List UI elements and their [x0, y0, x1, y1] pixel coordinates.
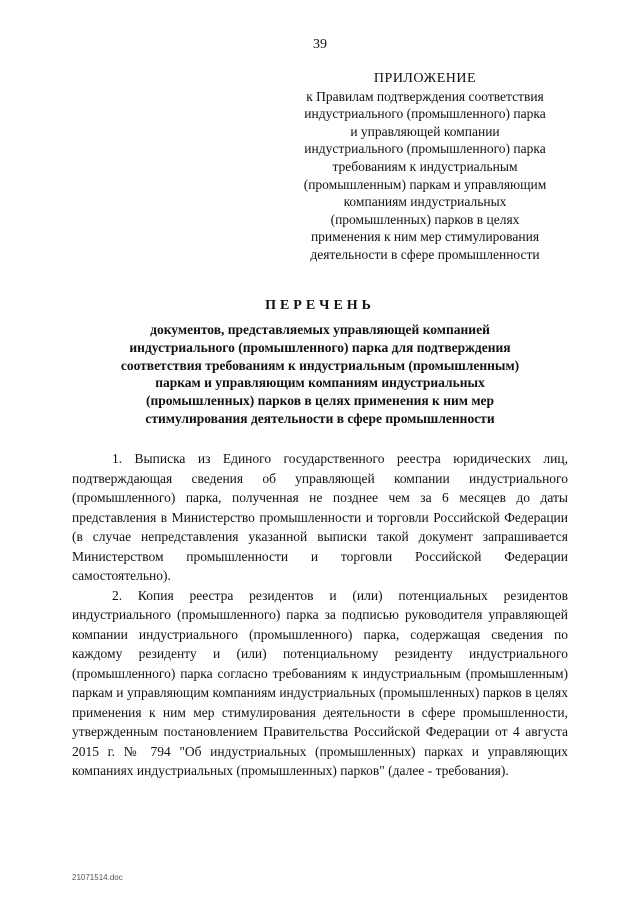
subtitle-line: паркам и управляющим компаниям индустриальных [155, 375, 485, 391]
subtitle-line: документов, представляемых управляющей компанией [150, 322, 490, 337]
file-name-footer: 21071514.doc [72, 873, 123, 882]
subtitle-line: индустриального (промышленного) парка для подтверждения [129, 339, 511, 355]
appendix-line: индустриального (промышленного) парка [304, 141, 546, 157]
appendix-line: деятельности в сфере промышленности [310, 246, 540, 262]
paragraph-item-1: 1. Выписка из Единого государственного реестра юридических лиц, подтверждающая сведения об управляющей компании индустриального (промышленного) парка, полученная не позднее чем за 6 месяцев до даты представления в Министерство промышленности и торговли Российской Федерации (в случае непредставления указанной выписки такой документ запрашивается Министерством промышленности и торговли Российской Федерации самостоятельно). [72, 451, 568, 583]
document-title: ПЕРЕЧЕНЬ [265, 298, 375, 313]
appendix-line: и управляющей компании [350, 123, 500, 139]
subtitle-line: соответствия требованиям к индустриальным (промышленным) [120, 357, 520, 373]
subtitle-line: стимулирования деятельности в сфере промышленности [145, 410, 495, 426]
appendix-line: компаниям индустриальных [343, 194, 507, 210]
page-number: 39 [313, 37, 327, 52]
appendix-heading: ПРИЛОЖЕНИЕ [373, 71, 477, 86]
appendix-block [280, 70, 570, 264]
paragraph-item-2: 2. Копия реестра резидентов и (или) потенциальных резидентов индустриального (промышленного) парка за подписью руководителя управляющей компании индустриального (промышленного) парка, содержащая сведения по каждому резиденту и (или) потенциальному резиденту индустриального (промышленного) парка согласно требованиям к индустриальным (промышленным) паркам и управляющим компаниям индустриальных (промышленных) парков в целях применения к ним мер стимулирования деятельности в сфере промышленности, утвержденным постановлением Правительства Российской Федерации от 4 августа 2015 г. № 794 "Об индустриальных (промышленных) парках и управляющих компаниях индустриальных (промышленных) парков" (далее - требования). [72, 587, 568, 778]
appendix-line: индустриального (промышленного) парка [304, 106, 546, 122]
appendix-line: требованиям к индустриальным [332, 158, 518, 174]
subtitle-line: (промышленных) парков в целях применения к ним мер [145, 393, 495, 409]
appendix-line: применения к ним мер стимулирования [310, 229, 540, 245]
appendix-line: (промышленных) парков в целях [330, 211, 520, 227]
appendix-line: (промышленным) паркам и управляющим [303, 176, 547, 192]
document-body [72, 449, 568, 781]
document-subtitle [110, 321, 530, 428]
appendix-line: к Правилам подтверждения соответствия [306, 88, 544, 104]
